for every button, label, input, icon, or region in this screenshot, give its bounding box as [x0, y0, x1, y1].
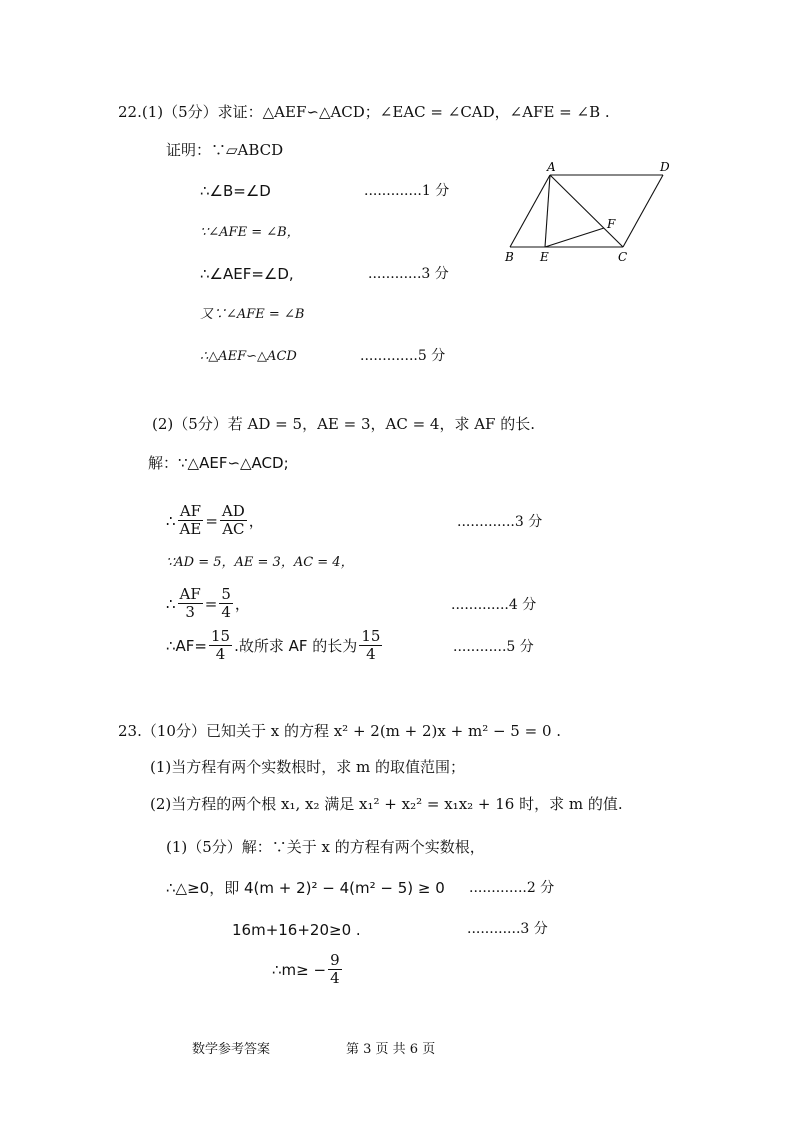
eq3-frac2-num: 15 [361, 627, 381, 645]
q22-eq2-dots: .............4 分 [451, 597, 537, 613]
eq2-suffix: ， [234, 594, 250, 613]
q22-dots5: .............5 分 [360, 348, 446, 364]
q22-line4: 又∵∠AFE = ∠B [200, 307, 305, 322]
eq2-prefix: ∴ [166, 594, 176, 613]
eq1-suffix: ， [248, 511, 264, 530]
q22-line1: ∴∠B=∠D [200, 182, 271, 200]
label-a: A [547, 160, 556, 174]
label-c: C [618, 250, 628, 264]
q22-part2: (2)（5分）若 AD = 5，AE = 3，AC = 4，求 AF 的长. [152, 415, 535, 433]
q22-dots1: .............1 分 [364, 183, 450, 199]
label-f: F [607, 217, 616, 231]
q23-item2: (2)当方程的两个根 x₁, x₂ 满足 x₁² + x₂² = x₁x₂ + 16 时，求 m 的值. [150, 795, 623, 813]
q23-sol1: (1)（5分）解：∵关于 x 的方程有两个实数根， [166, 838, 485, 856]
eq2-frac1-den: 3 [185, 603, 195, 622]
q22-given: ∵AD = 5，AE = 3，AC = 4， [166, 555, 354, 570]
eq1-eq: = [205, 511, 218, 530]
eq1-frac1-num: AF [179, 502, 202, 520]
eq2-eq: = [204, 594, 218, 613]
eq1-prefix: ∴ [166, 511, 176, 530]
q23-step2-dots: ............3 分 [467, 921, 548, 937]
eq1-frac2-den: AC [222, 520, 245, 539]
eq2-frac2-num: 5 [221, 585, 231, 603]
q23-step1-dots: .............2 分 [469, 880, 555, 896]
segment-ae [545, 175, 550, 247]
eq3-frac-den: 4 [215, 645, 226, 664]
q23-item1: (1)当方程有两个实数根时，求 m 的取值范围； [150, 758, 466, 776]
q22-line5: ∴△AEF∽△ACD [200, 349, 297, 364]
step3-prefix: ∴m≥ − [272, 960, 327, 979]
q22-eq1-dots: .............3 分 [457, 514, 543, 530]
eq1-frac1-den: AE [179, 520, 202, 539]
label-b: B [505, 250, 514, 264]
eq3-frac2 [359, 628, 382, 664]
eq2-frac2-den: 4 [221, 603, 231, 622]
diagonal-ac [550, 175, 623, 247]
eq3-frac [209, 628, 232, 664]
eq1-frac1 [178, 503, 204, 539]
eq1-frac2 [220, 503, 247, 539]
eq2-frac2 [219, 586, 233, 622]
step3-frac-den: 4 [330, 969, 340, 988]
q22-line2: ∵∠AFE = ∠B， [200, 225, 300, 240]
q23-step2: 16m+16+20≥0 . [232, 921, 361, 939]
label-d: D [660, 160, 670, 174]
q23-header: 23.（10分）已知关于 x 的方程 x² + 2(m + 2)x + m² − 5 = 0 . [118, 722, 562, 740]
eq3-prefix: ∴AF= [166, 636, 208, 655]
q23-step1: ∴△≥0，即 4(m + 2)² − 4(m² − 5) ≥ 0 [166, 879, 445, 897]
label-e: E [540, 250, 549, 264]
q22-eq2 [166, 586, 250, 622]
eq2-frac1 [178, 586, 203, 622]
q23-step3 [272, 952, 344, 988]
eq3-frac2-den: 4 [366, 645, 376, 664]
q22-dots3: ............3 分 [368, 266, 449, 282]
q22-line3: ∴∠AEF=∠D, [200, 265, 294, 283]
q22-sol-label: 解：∵△AEF∽△ACD; [148, 454, 289, 472]
q22-eq3 [166, 628, 384, 664]
q22-header: 22.(1)（5分）求证：△AEF∽△ACD；∠EAC = ∠CAD，∠AFE = ∠B . [118, 103, 610, 121]
edge-ab [510, 175, 550, 247]
edge-dc [623, 175, 663, 247]
eq3-mid: .故所求 AF 的长为 [234, 636, 358, 655]
q22-eq3-dots: ............5 分 [453, 639, 534, 655]
eq2-frac1-num: AF [179, 585, 201, 603]
footer-left: 数学参考答案 [192, 1042, 271, 1057]
q22-proof-label: 证明：∵▱ABCD [166, 141, 284, 159]
q22-eq1 [166, 503, 264, 539]
eq1-frac2-num: AD [221, 502, 245, 520]
eq3-frac-num: 15 [211, 627, 231, 645]
segment-ef [545, 228, 604, 247]
step3-frac-num: 9 [330, 951, 340, 969]
parallelogram-figure [498, 158, 688, 268]
footer-page: 第 3 页 共 6 页 [346, 1042, 436, 1057]
step3-frac [328, 952, 342, 988]
